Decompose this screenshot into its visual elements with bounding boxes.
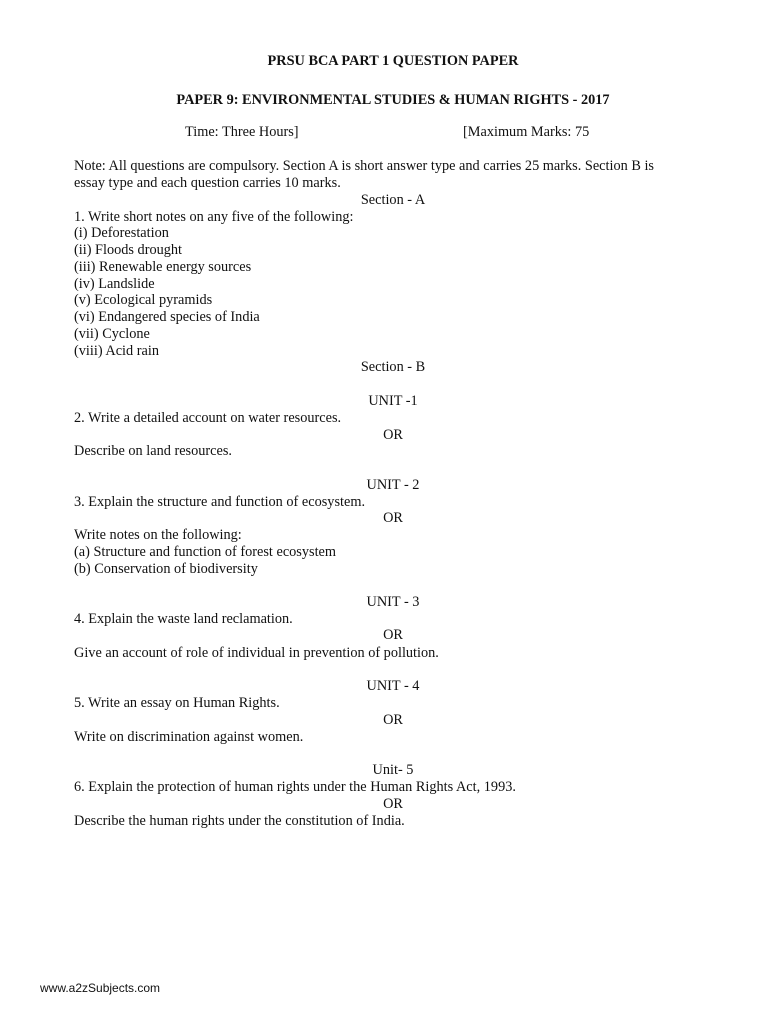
website-footer: www.a2zSubjects.com <box>40 981 161 995</box>
note-line-2: essay type and each question carries 10 marks. <box>74 175 341 191</box>
note-line-1: Note: All questions are compulsory. Section A is short answer type and carries 25 marks. Section B is <box>74 158 654 174</box>
section-b-heading: Section - B <box>360 359 426 375</box>
question-3: 3. Explain the structure and function of ecosystem. <box>74 494 366 510</box>
paper-title: PRSU BCA PART 1 QUESTION PAPER <box>267 53 519 69</box>
list-item: (iii) Renewable energy sources <box>74 259 252 275</box>
or-separator: OR <box>383 427 403 443</box>
unit-3-heading: UNIT - 3 <box>366 594 420 610</box>
list-item: (vii) Cyclone <box>74 326 150 342</box>
question-5: 5. Write an essay on Human Rights. <box>74 695 280 711</box>
question-2: 2. Write a detailed account on water resources. <box>74 410 342 426</box>
or-separator: OR <box>383 510 403 526</box>
unit-4-heading: UNIT - 4 <box>366 678 420 694</box>
unit-5-heading: Unit- 5 <box>372 762 414 778</box>
time-info: Time: Three Hours] <box>185 124 299 140</box>
list-item: (viii) Acid rain <box>74 343 159 359</box>
list-item: (b) Conservation of biodiversity <box>74 561 258 577</box>
question-2-alternative: Describe on land resources. <box>74 443 232 459</box>
question-5-alternative: Write on discrimination against women. <box>74 729 304 745</box>
list-item: (a) Structure and function of forest ecosystem <box>74 544 337 560</box>
list-item: (iv) Landslide <box>74 276 155 292</box>
section-a-heading: Section - A <box>360 192 426 208</box>
or-separator: OR <box>383 712 403 728</box>
question-1: 1. Write short notes on any five of the following: <box>74 209 354 225</box>
list-item: (i) Deforestation <box>74 225 169 241</box>
list-item: (ii) Floods drought <box>74 242 183 258</box>
list-item: (vi) Endangered species of India <box>74 309 260 325</box>
question-4: 4. Explain the waste land reclamation. <box>74 611 293 627</box>
unit-2-heading: UNIT - 2 <box>366 477 420 493</box>
or-separator: OR <box>383 627 403 643</box>
paper-subtitle: PAPER 9: ENVIRONMENTAL STUDIES & HUMAN RIGHTS - 2017 <box>176 92 610 108</box>
or-separator: OR <box>383 796 403 812</box>
unit-1-heading: UNIT -1 <box>368 393 418 409</box>
question-6-alternative: Describe the human rights under the constitution of India. <box>74 813 405 829</box>
question-3-alternative: Write notes on the following: <box>74 527 242 543</box>
question-6: 6. Explain the protection of human rights under the Human Rights Act, 1993. <box>74 779 516 795</box>
list-item: (v) Ecological pyramids <box>74 292 213 308</box>
question-4-alternative: Give an account of role of individual in prevention of pollution. <box>74 645 439 661</box>
max-marks: [Maximum Marks: 75 <box>463 124 590 140</box>
